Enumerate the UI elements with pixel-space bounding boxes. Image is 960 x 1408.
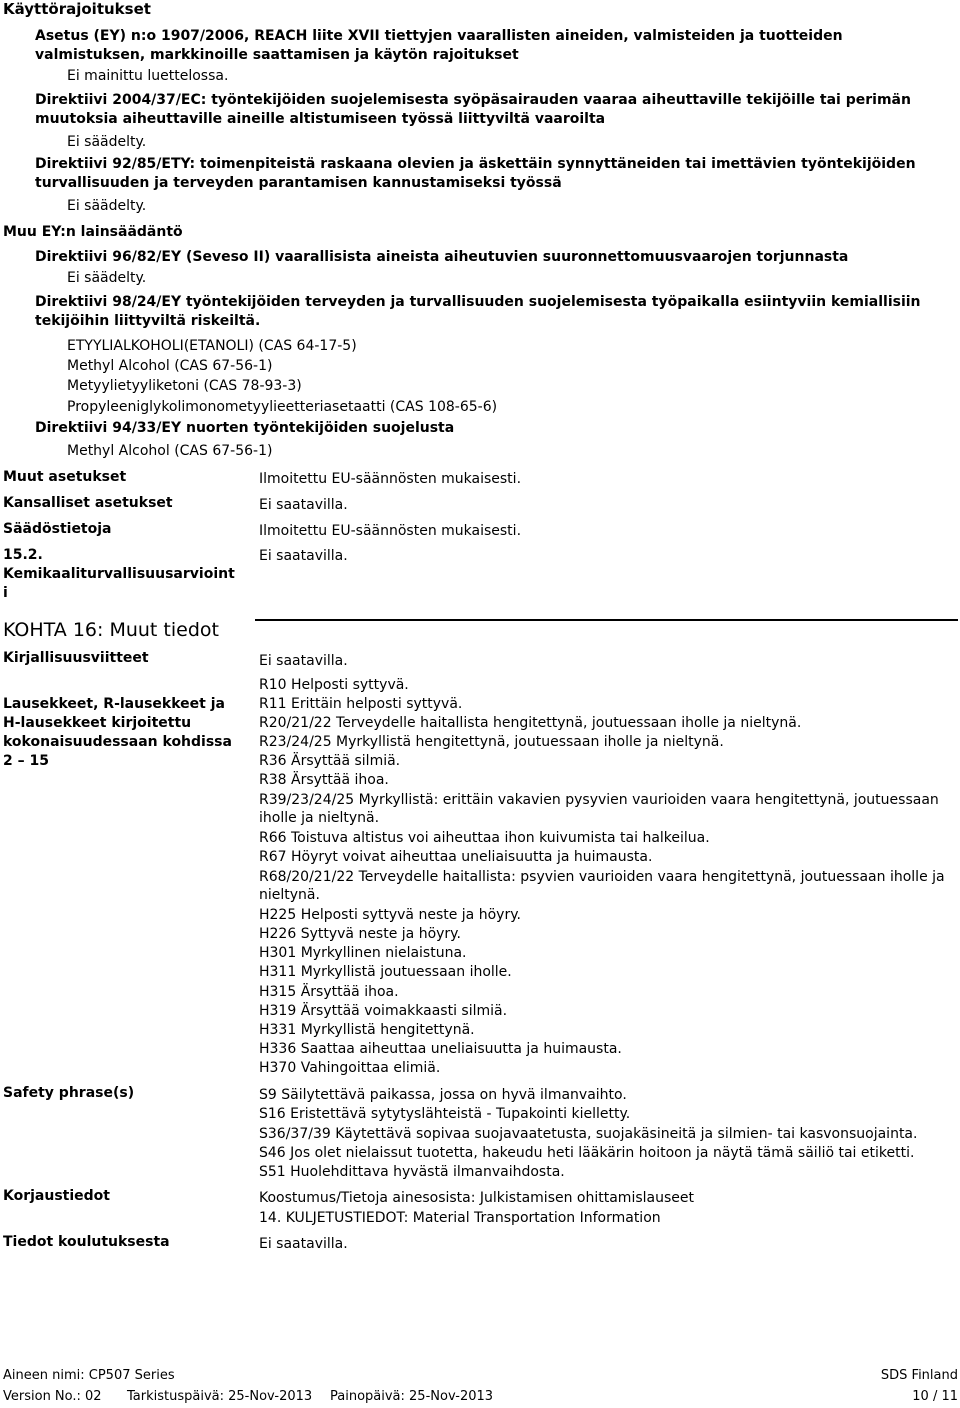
regulatory-info-value: Ilmoitettu EU-säännösten mukaisesti.: [259, 523, 522, 539]
references-value: Ei saatavilla.: [259, 653, 348, 669]
directive-98-title: Direktiivi 98/24/EY työntekijöiden terveyden ja turvallisuuden suojelemisesta työpaikalla esiintyviin kemiallisiin tekijöihin liittyviltä riskeiltä.: [35, 294, 921, 329]
footer-page-number: 10 / 11: [912, 1389, 958, 1404]
phrase-line: H370 Vahingoittaa elimiä.: [259, 1060, 441, 1076]
revision-info-value: Koostumus/Tietoja ainesosista: Julkistamisen ohittamislauseet: [259, 1190, 694, 1206]
directive-96-title: Direktiivi 96/82/EY (Seveso II) vaarallisista aineista aiheutuvien suuronnettomuusvaarojen torjunnasta: [35, 249, 849, 265]
phrase-line: R36 Ärsyttää silmiä.: [259, 753, 401, 769]
phrase-line: R23/24/25 Myrkyllistä hengitettynä, joutuessaan iholle ja nieltynä.: [259, 734, 724, 750]
regulatory-info-label: Säädöstietoja: [3, 521, 112, 537]
reach-value: Ei mainittu luettelossa.: [67, 68, 229, 84]
phrase-line: R10 Helposti syttyvä.: [259, 677, 409, 693]
directive-92-value: Ei säädelty.: [67, 198, 147, 214]
safety-phrases-label: Safety phrase(s): [3, 1085, 135, 1101]
directive-98-item: Metyylietyyliketoni (CAS 78-93-3): [67, 378, 302, 394]
revision-info-label: Korjaustiedot: [3, 1188, 110, 1204]
phrase-line: R68/20/21/22 Terveydelle haitallista: psyvien vaurioiden vaara hengitettynä, joutuessaan iholle ja: [259, 869, 945, 885]
phrase-line: R67 Höyryt voivat aiheuttaa uneliaisuutta ja huimausta.: [259, 849, 653, 865]
chemical-safety-assessment-value: Ei saatavilla.: [259, 548, 348, 564]
safety-phrase-line: S16 Eristettävä sytytyslähteistä - Tupakointi kielletty.: [259, 1106, 631, 1122]
chemical-safety-assessment-label-1: 15.2.: [3, 547, 43, 563]
phrase-line: H336 Saattaa aiheuttaa uneliaisuutta ja huimausta.: [259, 1041, 622, 1057]
directive-96-value: Ei säädelty.: [67, 270, 147, 286]
phrase-line: H225 Helposti syttyvä neste ja höyry.: [259, 907, 521, 923]
phrase-line: iholle ja nieltynä.: [259, 810, 380, 826]
phrase-line: R11 Erittäin helposti syttyvä.: [259, 696, 463, 712]
directive-98-item: Methyl Alcohol (CAS 67-56-1): [67, 358, 273, 374]
directive-2004-value: Ei säädelty.: [67, 134, 147, 150]
safety-phrase-line: S36/37/39 Käytettävä sopivaa suojavaatetusta, suojakäsineitä ja silmien- tai kasvonsuojainta.: [259, 1126, 918, 1142]
section-divider: [255, 619, 958, 621]
phrase-line: H319 Ärsyttää voimakkaasti silmiä.: [259, 1003, 508, 1019]
chemical-safety-assessment-label-3: i: [3, 585, 8, 601]
national-regulations-value: Ei saatavilla.: [259, 497, 348, 513]
footer-print-date: Painopäivä: 25-Nov-2013: [330, 1389, 494, 1404]
phrase-line: R39/23/24/25 Myrkyllistä: erittäin vakavien pysyvien vaurioiden vaara hengitettynä, joutuessaan: [259, 792, 939, 808]
directive-98-item: Propyleeniglykolimonometyylieetteriasetaatti (CAS 108-65-6): [67, 399, 498, 415]
phrase-line: R38 Ärsyttää ihoa.: [259, 772, 389, 788]
references-label: Kirjallisuusviitteet: [3, 650, 149, 666]
chemical-safety-assessment-label-2: Kemikaaliturvallisuusarvioint: [3, 566, 235, 582]
training-info-value: Ei saatavilla.: [259, 1236, 348, 1252]
footer-document-type: SDS Finland: [880, 1368, 958, 1383]
directive-98-item: ETYYLIALKOHOLI(ETANOLI) (CAS 64-17-5): [67, 338, 357, 354]
phrase-line: R20/21/22 Terveydelle haitallista hengitettynä, joutuessaan iholle ja nieltynä.: [259, 715, 802, 731]
footer-product-name: Aineen nimi: CP507 Series: [3, 1368, 175, 1383]
safety-phrase-line: S46 Jos olet nielaissut tuotetta, hakeudu heti lääkärin hoitoon ja näytä tämä säiliö tai etiketti.: [259, 1145, 915, 1161]
phrases-label: Lausekkeet, R-lausekkeet ja H-lausekkeet kirjoitettu kokonaisuudessaan kohdissa 2 – 15: [3, 696, 232, 769]
phrase-line: H331 Myrkyllistä hengitettynä.: [259, 1022, 475, 1038]
safety-phrase-line: S51 Huolehdittava hyvästä ilmanvaihdosta.: [259, 1164, 565, 1180]
directive-94-item: Methyl Alcohol (CAS 67-56-1): [67, 443, 273, 459]
restrictions-heading: Käyttörajoitukset: [3, 0, 151, 18]
national-regulations-label: Kansalliset asetukset: [3, 495, 173, 511]
directive-94-title: Direktiivi 94/33/EY nuorten työntekijöiden suojelusta: [35, 420, 455, 436]
other-regulations-label: Muut asetukset: [3, 469, 127, 485]
other-eu-heading: Muu EY:n lainsäädäntö: [3, 224, 183, 240]
phrase-line: nieltynä.: [259, 887, 320, 903]
training-info-label: Tiedot koulutuksesta: [3, 1234, 170, 1250]
phrase-line: R66 Toistuva altistus voi aiheuttaa ihon kuivumista tai halkeilua.: [259, 830, 710, 846]
phrase-line: H315 Ärsyttää ihoa.: [259, 984, 399, 1000]
directive-92-title: Direktiivi 92/85/ETY: toimenpiteistä raskaana olevien ja äskettäin synnyttäneiden tai imettävien työntekijöiden turvallisuuden ja terveyden parantamisen kannustamiseksi työssä: [35, 156, 916, 191]
directive-2004-title: Direktiivi 2004/37/EC: työntekijöiden suojelemisesta syöpäsairauden vaaraa aiheuttaville tekijöille tai perimän muutoksia aiheuttaville aineille altistumiseen työssä liittyviltä vaaroilta: [35, 92, 911, 127]
safety-phrase-line: S9 Säilytettävä paikassa, jossa on hyvä ilmanvaihto.: [259, 1087, 627, 1103]
footer-revision-date: Tarkistuspäivä: 25-Nov-2013: [127, 1389, 313, 1404]
phrase-line: H226 Syttyvä neste ja höyry.: [259, 926, 461, 942]
other-regulations-value: Ilmoitettu EU-säännösten mukaisesti.: [259, 471, 522, 487]
reach-title: Asetus (EY) n:o 1907/2006, REACH liite XVII tiettyjen vaarallisten aineiden, valmisteiden ja tuotteiden valmistuksen, markkinoille saattamisen ja käytön rajoitukset: [35, 28, 843, 63]
phrase-line: H311 Myrkyllistä joutuessaan iholle.: [259, 964, 512, 980]
footer-version: Version No.: 02: [3, 1389, 102, 1404]
revision-info-value: 14. KULJETUSTIEDOT: Material Transportation Information: [259, 1210, 661, 1226]
phrase-line: H301 Myrkyllinen nielaistuna.: [259, 945, 467, 961]
section-16-title: KOHTA 16: Muut tiedot: [3, 619, 219, 641]
